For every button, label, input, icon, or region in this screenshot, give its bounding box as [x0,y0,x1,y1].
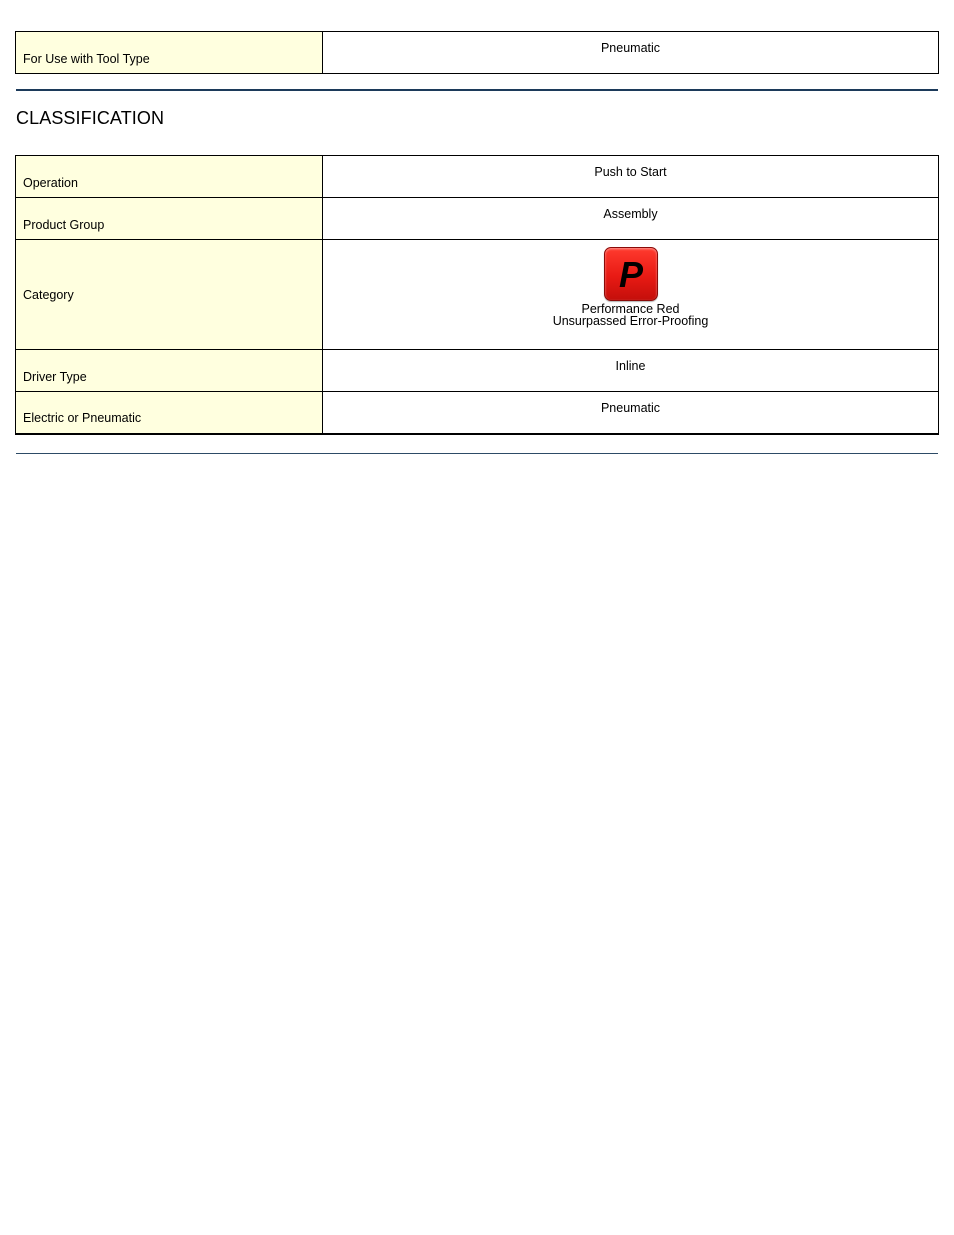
product-group-value: Assembly [323,198,939,240]
table-row [16,198,939,240]
section-title: CLASSIFICATION [16,108,165,128]
classification-table [15,155,939,435]
tool-type-label: For Use with Tool Type [16,32,323,74]
p-letter-icon [611,252,651,296]
product-group-label: Product Group [16,198,323,240]
section-divider [16,89,938,91]
tool-type-value: Pneumatic [323,32,939,74]
operation-label: Operation [16,156,323,198]
driver-type-value: Inline [323,350,939,392]
section-divider [16,453,938,454]
operation-value: Push to Start [323,156,939,198]
table-row [16,392,939,434]
tool-type-table [15,31,939,74]
category-label: Category [16,240,323,350]
table-row [16,240,939,350]
category-value [323,240,939,350]
table-row [16,350,939,392]
table-row [16,156,939,198]
category-name: Performance Red [581,302,680,316]
category-tagline: Unsurpassed Error-Proofing [552,314,709,328]
category-badge-group [323,247,938,327]
performance-red-p-icon [604,247,658,301]
driver-type-label: Driver Type [16,350,323,392]
electric-or-pneumatic-value: Pneumatic [323,392,939,434]
p-letter: P [618,254,643,295]
table-row [16,32,939,74]
electric-or-pneumatic-label: Electric or Pneumatic [16,392,323,434]
